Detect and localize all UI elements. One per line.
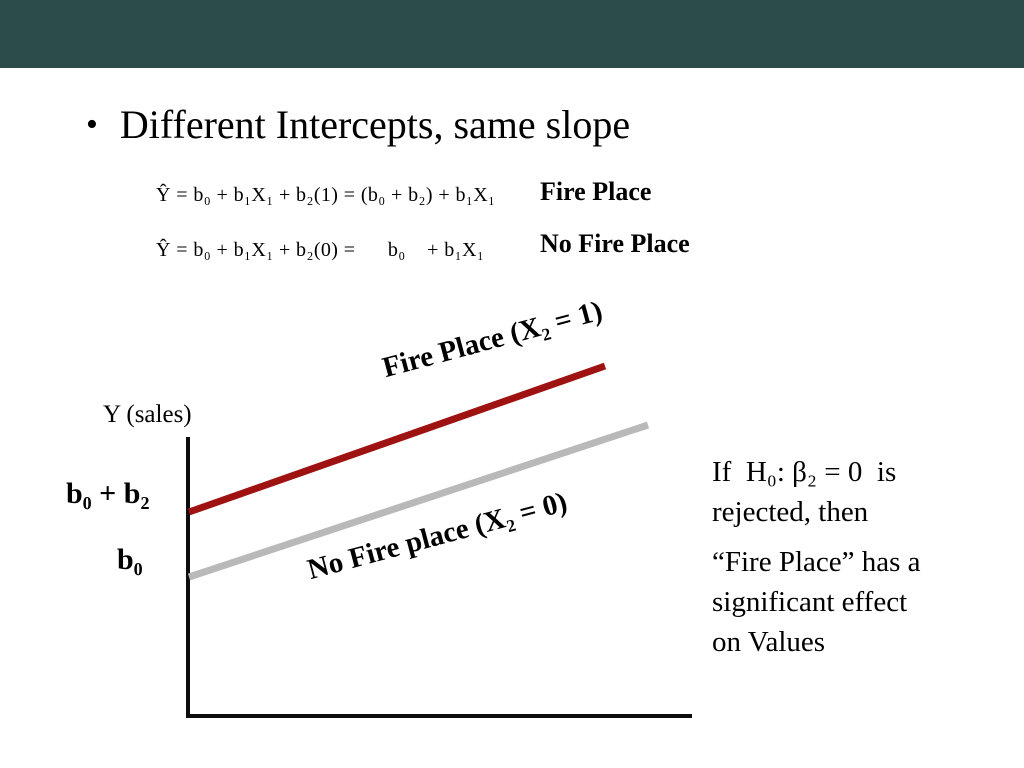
note-line: on Values (712, 626, 826, 658)
hypothesis-note (712, 452, 921, 662)
note-line: significant effect (712, 586, 908, 618)
equation-label-no-fireplace: No Fire Place (540, 229, 690, 258)
bullet-icon: • (86, 106, 98, 143)
title-text: Different Intercepts, same slope (119, 102, 631, 147)
equation-label-fireplace: Fire Place (540, 177, 652, 206)
note-line: “Fire Place” has a (712, 546, 921, 578)
note-line: If H₀: β₂ = 0 is (712, 456, 897, 488)
y-axis-label: Y (sales) (103, 401, 192, 428)
no-fireplace-line-label: No Fire place (X₂ = 0) (304, 486, 571, 587)
intercept-label-upper: b₀ + b₂ (66, 477, 150, 510)
intercept-label-lower: b₀ (117, 543, 143, 576)
fireplace-line-label: Fire Place (X₂ = 1) (379, 294, 606, 385)
equation-fireplace: Ŷ = b₀ + b₁X₁ + b₂(1) = (b₀ + b₂) + b₁X₁ (156, 184, 496, 206)
note-line: rejected, then (712, 496, 869, 528)
equation-no-fireplace: Ŷ = b₀ + b₁X₁ + b₂(0) = b₀ + b₁X₁ (156, 239, 485, 261)
